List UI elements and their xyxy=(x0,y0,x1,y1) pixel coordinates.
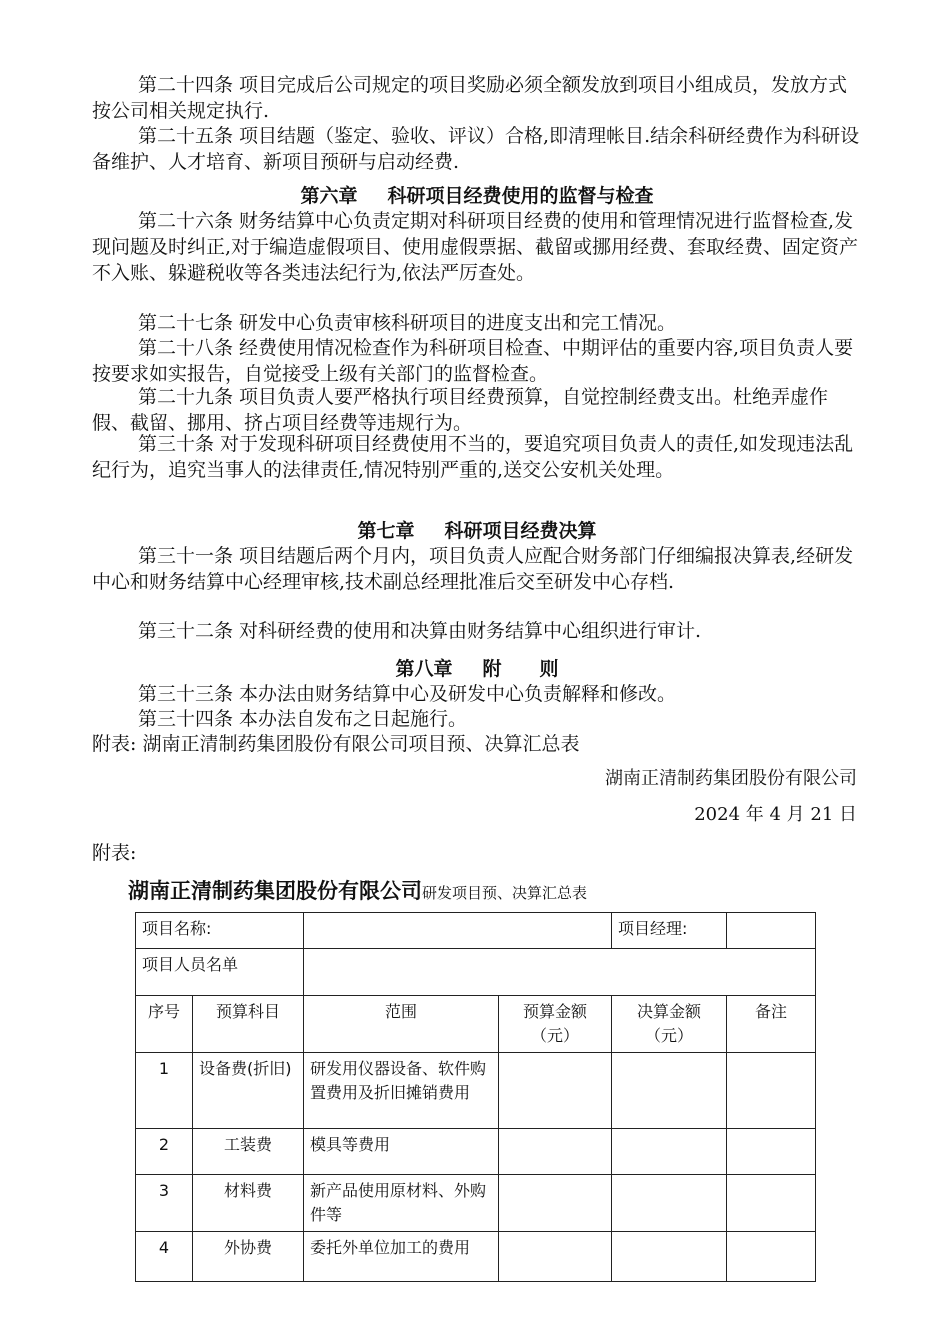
members-label: 项目人员名单 xyxy=(136,949,304,996)
members-row xyxy=(136,949,816,996)
article-28: 第二十八条 经费使用情况检查作为科研项目检查、中期评估的重要内容,项目负责人要按要求如实报告，自觉接受上级有关部门的监督检查。 xyxy=(92,337,854,385)
row-final-amount[interactable] xyxy=(612,1129,727,1175)
chapter-7-number: 第七章 xyxy=(357,520,415,542)
table-row xyxy=(136,1129,816,1175)
article-27: 第二十七条 研发中心负责审核科研项目的进度支出和完工情况。 xyxy=(138,312,677,334)
article-31: 第三十一条 项目结题后两个月内，项目负责人应配合财务部门仔细编报决算表,经研发中心和财务结算中心经理审核,技术副总经理批准后交至研发中心存档. xyxy=(92,545,854,593)
row-note[interactable] xyxy=(727,1232,816,1282)
row-budget-amount[interactable] xyxy=(499,1232,612,1282)
table-row xyxy=(136,1175,816,1232)
row-scope: 研发用仪器设备、软件购置费用及折旧摊销费用 xyxy=(304,1053,499,1129)
row-seq: 4 xyxy=(136,1232,193,1282)
row-subject: 设备费(折旧) xyxy=(193,1053,304,1129)
row-seq: 2 xyxy=(136,1129,193,1175)
chapter-8-number: 第八章 xyxy=(395,658,453,680)
row-budget-amount[interactable] xyxy=(499,1129,612,1175)
header-final: 决算金额（元） xyxy=(612,996,727,1053)
header-budget: 预算金额（元） xyxy=(499,996,612,1053)
row-note[interactable] xyxy=(727,1053,816,1129)
chapter-6-heading xyxy=(92,183,862,209)
row-subject: 工装费 xyxy=(193,1129,304,1175)
header-scope: 范围 xyxy=(304,996,499,1053)
article-30: 第三十条 对于发现科研项目经费使用不当的，要追究项目负责人的责任,如发现违法乱纪行为，追究当事人的法律责任,情况特别严重的,送交公安机关处理。 xyxy=(92,433,854,481)
article-24: 第二十四条 项目完成后公司规定的项目奖励必须全额发放到项目小组成员，发放方式按公司相关规定执行. xyxy=(92,74,848,122)
row-budget-amount[interactable] xyxy=(499,1053,612,1129)
signature-company: 湖南正清制药集团股份有限公司 xyxy=(605,768,857,789)
appendix-title xyxy=(128,875,587,905)
budget-summary-table xyxy=(135,912,816,1282)
chapter-7-heading xyxy=(92,518,862,544)
header-subject: 预算科目 xyxy=(193,996,304,1053)
row-subject: 外协费 xyxy=(193,1232,304,1282)
appendix-title-sub: 研发项目预、决算汇总表 xyxy=(422,884,588,902)
chapter-6-title: 科研项目经费使用的监督与检查 xyxy=(387,185,654,207)
article-34: 第三十四条 本办法自发布之日起施行。 xyxy=(138,708,468,730)
table-row xyxy=(136,1232,816,1282)
chapter-8-heading xyxy=(92,656,862,682)
project-manager-cell xyxy=(612,913,727,949)
row-seq: 3 xyxy=(136,1175,193,1232)
row-subject: 材料费 xyxy=(193,1175,304,1232)
project-info-row xyxy=(136,913,816,949)
row-scope: 委托外单位加工的费用 xyxy=(304,1232,499,1282)
row-note[interactable] xyxy=(727,1129,816,1175)
table-header-row xyxy=(136,996,816,1053)
row-final-amount[interactable] xyxy=(612,1053,727,1129)
article-33: 第三十三条 本办法由财务结算中心及研发中心负责解释和修改。 xyxy=(138,683,677,705)
table-row xyxy=(136,1053,816,1129)
chapter-6-number: 第六章 xyxy=(300,185,358,207)
row-scope: 模具等费用 xyxy=(304,1129,499,1175)
row-scope: 新产品使用原材料、外购件等 xyxy=(304,1175,499,1232)
project-name-label: 项目名称: xyxy=(136,913,304,949)
row-final-amount[interactable] xyxy=(612,1175,727,1232)
article-29: 第二十九条 项目负责人要严格执行项目经费预算，自觉控制经费支出。杜绝弄虚作假、截留、挪用、挤占项目经费等违规行为。 xyxy=(92,386,829,434)
row-final-amount[interactable] xyxy=(612,1232,727,1282)
article-32: 第三十二条 对科研经费的使用和决算由财务结算中心组织进行审计. xyxy=(138,620,702,642)
chapter-7-title: 科研项目经费决算 xyxy=(444,520,597,542)
row-budget-amount[interactable] xyxy=(499,1175,612,1232)
article-25: 第二十五条 项目结题（鉴定、验收、评议）合格,即清理帐目.结余科研经费作为科研设备维护、人才培育、新项目预研与启动经费. xyxy=(92,125,860,173)
attachment-note: 附表: 湖南正清制药集团股份有限公司项目预、决算汇总表 xyxy=(92,733,580,755)
project-name-value[interactable] xyxy=(304,913,612,949)
appendix-title-main: 湖南正清制药集团股份有限公司 xyxy=(128,879,422,903)
chapter-8-title: 附 则 xyxy=(482,658,559,680)
row-note[interactable] xyxy=(727,1175,816,1232)
project-manager-label: 项目经理: xyxy=(618,919,688,938)
signature-date: 2024 年 4 月 21 日 xyxy=(694,804,857,825)
article-26: 第二十六条 财务结算中心负责定期对科研项目经费的使用和管理情况进行监督检查,发现问题及时纠正,对于编造虚假项目、使用虚假票据、截留或挪用经费、套取经费、固定资产不入账、躲避税收等各类违法纪行为,依法严厉查处。 xyxy=(92,210,859,284)
header-note: 备注 xyxy=(727,996,816,1053)
members-value[interactable] xyxy=(304,949,816,996)
row-seq: 1 xyxy=(136,1053,193,1129)
header-seq: 序号 xyxy=(136,996,193,1053)
project-manager-value[interactable] xyxy=(727,913,816,949)
appendix-label: 附表: xyxy=(92,842,137,864)
